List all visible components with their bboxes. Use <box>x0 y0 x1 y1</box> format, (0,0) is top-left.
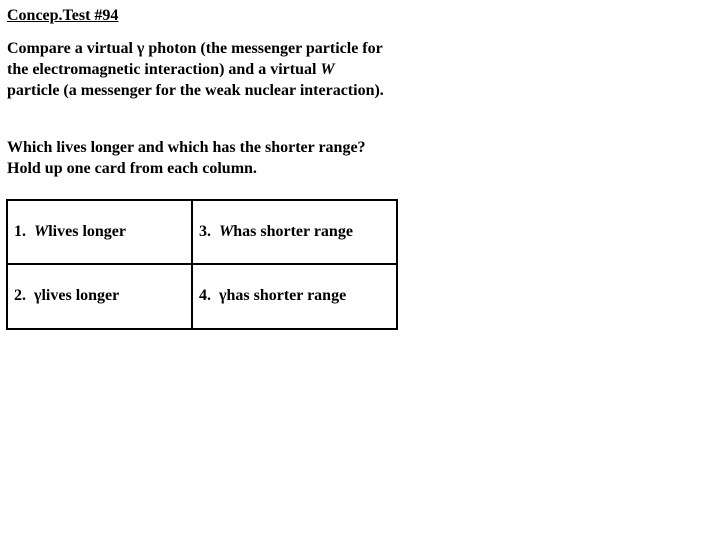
page-title: Concep.Test #94 <box>7 7 119 24</box>
option-text: has shorter range <box>226 287 347 305</box>
gamma-symbol: γ <box>136 40 145 57</box>
option-subject: W <box>219 222 234 240</box>
question-text <box>7 38 387 101</box>
option-subject: γ <box>219 287 227 305</box>
answer-option-2[interactable] <box>8 265 193 329</box>
option-text: lives longer <box>41 287 120 305</box>
answer-grid <box>6 199 398 330</box>
option-subject: W <box>34 222 49 240</box>
w-symbol: W <box>320 61 335 78</box>
question-part-3: particle (a messenger for the weak nuclear interaction). <box>7 82 384 99</box>
option-number: 2. <box>14 287 26 305</box>
option-number: 1. <box>14 222 26 240</box>
prompt-text: Which lives longer and which has the shorter range? Hold up one card from each column. <box>7 139 366 177</box>
option-subject: γ <box>34 287 42 305</box>
answer-option-3[interactable] <box>193 201 396 265</box>
option-number: 4. <box>199 287 211 305</box>
question-part-2: photon (the messenger particle for the electromagnetic interaction) and a virtual <box>7 40 383 78</box>
option-number: 3. <box>199 222 211 240</box>
answer-option-1[interactable] <box>8 201 193 265</box>
answer-option-4[interactable] <box>193 265 396 329</box>
option-text: has shorter range <box>233 222 353 240</box>
option-text: lives longer <box>48 222 126 240</box>
question-part-1: Compare a virtual <box>7 40 137 57</box>
